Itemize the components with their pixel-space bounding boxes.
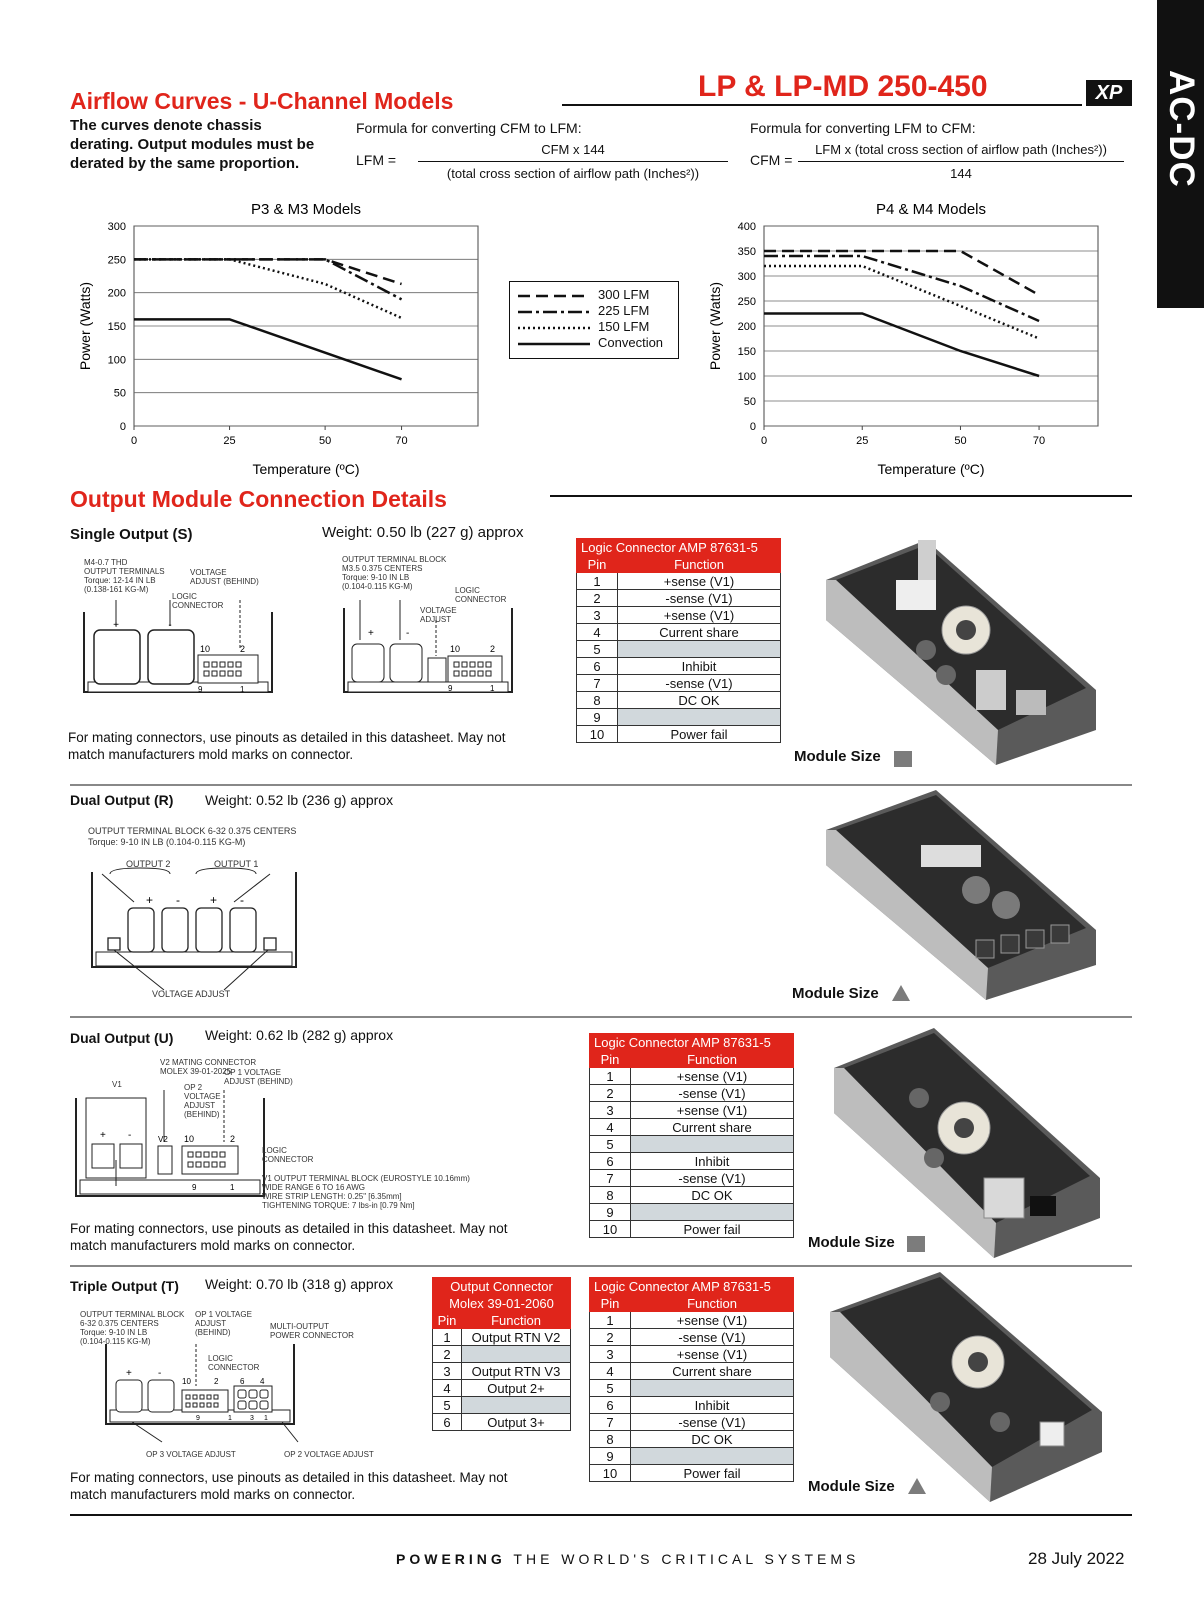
svg-text:10: 10 [200, 644, 211, 654]
dual-r-terminal-label: OUTPUT TERMINAL BLOCK 6-32 0.375 CENTERS Torque: 9-10 IN LB (0.104-0.115 KG-M) [88, 826, 297, 847]
dual-r-voltage-adjust-label: VOLTAGE ADJUST [152, 989, 231, 999]
triple-module-size-label: Module Size [808, 1478, 895, 1495]
dual-u-v2-label: V2 MATING CONNECTOR MOLEX 39-01-2025 [160, 1058, 257, 1076]
single-diagram-1 [80, 600, 280, 716]
x-tick-label: 25 [223, 435, 236, 447]
dual-r-module-size-label: Module Size [792, 985, 879, 1002]
x-tick-label: 0 [760, 435, 768, 447]
svg-text:2: 2 [490, 644, 496, 654]
x-tick-label: 70 [1032, 435, 1046, 447]
dual-u-diagram [72, 1090, 272, 1200]
formula2-lhs: CFM = [750, 152, 793, 168]
side-tab [1157, 0, 1204, 308]
svg-text:+: + [100, 1130, 106, 1141]
dual-u-mating-note: For mating connectors, use pinouts as detailed in this datasheet. May not match manufacturers mold marks on connector. [70, 1221, 508, 1253]
logic-table-header: Function [631, 1051, 794, 1068]
table-row: 6 Inhibit [577, 658, 781, 675]
y-tick-label: 300 [107, 221, 126, 233]
x-axis-label: Temperature (ºC) [877, 461, 985, 477]
table-row: 7 -sense (V1) [590, 1170, 794, 1187]
logic-table-header: Pin [590, 1295, 631, 1312]
y-axis-label: Power (Watts) [77, 281, 93, 371]
footer-date: 28 July 2022 [1028, 1549, 1125, 1568]
table-row: 4 Current share [590, 1119, 794, 1136]
y-axis-label: Power (Watts) [707, 281, 723, 371]
logic-table-caption: Logic Connector AMP 87631-5 [590, 1034, 794, 1051]
single-weight: Weight: 0.50 lb (227 g) approx [322, 524, 524, 541]
svg-text:-: - [128, 1130, 132, 1141]
y-tick-label: 100 [107, 354, 126, 367]
chart-p3-m3 [70, 190, 490, 490]
table-row: 1 +sense (V1) [577, 573, 781, 590]
logic-table-caption: Logic Connector AMP 87631-5 [577, 539, 781, 556]
intro-line: derating. Output modules must be [70, 136, 315, 153]
svg-text:2: 2 [214, 1377, 219, 1386]
airflow-section-title: Airflow Curves - U-Channel Models [70, 88, 454, 114]
dual-r-output1-label: OUTPUT 1 [214, 859, 259, 869]
x-axis-label: Temperature (ºC) [252, 461, 360, 477]
svg-text:1: 1 [490, 684, 495, 693]
y-tick-label: 0 [119, 421, 126, 433]
table-row: 9 [590, 1448, 794, 1465]
x-tick-label: 0 [130, 435, 138, 447]
tagline-rest: THE WORLD'S CRITICAL SYSTEMS [505, 1551, 860, 1567]
legend-item: 225 LFM [598, 303, 650, 318]
svg-text:-: - [240, 893, 244, 907]
square-size-icon [907, 1236, 925, 1252]
header-rule [562, 104, 1082, 106]
logic-table-header: Pin [577, 556, 618, 573]
y-tick-label: 200 [107, 287, 126, 300]
table-row: 8 DC OK [577, 692, 781, 709]
svg-text:V2: V2 [158, 1135, 168, 1144]
svg-text:-: - [158, 1368, 162, 1379]
chart-title: P4 & M4 Models [875, 201, 987, 218]
legend-item: 150 LFM [598, 319, 650, 334]
svg-text:1: 1 [240, 685, 245, 694]
dual-u-logic-label: LOGIC CONNECTOR [262, 1146, 314, 1164]
y-tick-label: 100 [737, 371, 756, 383]
footer-tagline [396, 1551, 859, 1567]
svg-text:6: 6 [240, 1377, 245, 1386]
dual-r-diagram [84, 852, 304, 1002]
svg-text:-: - [406, 628, 410, 639]
table-row: 2 [433, 1346, 571, 1363]
svg-text:2: 2 [230, 1134, 236, 1144]
svg-text:9: 9 [198, 685, 203, 694]
table-row: 7 -sense (V1) [577, 675, 781, 692]
chart-title: P3 & M3 Models [250, 201, 362, 218]
svg-text:3: 3 [250, 1415, 254, 1422]
svg-text:1: 1 [230, 1183, 235, 1192]
svg-text:+: + [368, 628, 374, 639]
table-row: 8 DC OK [590, 1187, 794, 1204]
y-tick-label: 250 [107, 254, 126, 267]
dual-u-title: Dual Output (U) [70, 1030, 174, 1046]
single-mating-note: For mating connectors, use pinouts as detailed in this datasheet. May not match manufacturers mold marks on connector. [68, 730, 506, 762]
table-row: 9 [590, 1204, 794, 1221]
table-row: 6 Inhibit [590, 1397, 794, 1414]
y-tick-label: 150 [107, 321, 126, 333]
table-row: 7 -sense (V1) [590, 1414, 794, 1431]
dual-u-op1-label: OP 1 VOLTAGE ADJUST (BEHIND) [224, 1068, 293, 1086]
svg-text:1: 1 [264, 1415, 268, 1422]
divider [70, 1016, 1132, 1018]
single-diag1-logic-label: LOGIC CONNECTOR [172, 592, 224, 610]
table-row: 4 Current share [577, 624, 781, 641]
logic-table-header: Function [618, 556, 781, 573]
chart-legend [509, 281, 679, 359]
x-tick-label: 50 [318, 435, 332, 447]
triple-mating-note: For mating connectors, use pinouts as detailed in this datasheet. May not match manufacturers mold marks on connector. [70, 1470, 508, 1502]
svg-text:10: 10 [450, 644, 461, 654]
single-title: Single Output (S) [70, 526, 193, 543]
table-row: 6 Inhibit [590, 1153, 794, 1170]
svg-text:+: + [146, 893, 154, 907]
table-row: 3 +sense (V1) [590, 1102, 794, 1119]
svg-text:-: - [168, 620, 172, 631]
table-row: 3 +sense (V1) [577, 607, 781, 624]
intro-line: derated by the same proportion. [70, 155, 300, 172]
table-row: 9 [577, 709, 781, 726]
triple-output-table: Output Connector Molex 39-01-2060 Pin Function 1 Output RTN V2 2 3 Output RTN V3 4 Output 2+ 5 6 Output 3+ [432, 1277, 571, 1431]
table-row: 3 Output RTN V3 [433, 1363, 571, 1380]
table-row: 5 [590, 1380, 794, 1397]
svg-text:2: 2 [240, 644, 246, 654]
svg-text:+: + [210, 893, 218, 907]
dual-u-logic-table [589, 1033, 794, 1238]
table-row: 2 -sense (V1) [577, 590, 781, 607]
svg-text:10: 10 [182, 1377, 191, 1386]
triple-logic-table [589, 1277, 794, 1482]
y-tick-label: 150 [737, 346, 756, 358]
x-tick-label: 25 [856, 435, 869, 447]
side-tab-label: AC-DC [1162, 70, 1201, 188]
triple-op3-label: OP 3 VOLTAGE ADJUST [146, 1450, 236, 1459]
svg-text:4: 4 [260, 1377, 265, 1386]
divider [70, 1265, 1132, 1267]
output-rule [550, 495, 1132, 497]
triple-diagram [102, 1344, 302, 1450]
bottom-rule [70, 1514, 1132, 1516]
table-row: 10 Power fail [590, 1221, 794, 1238]
square-size-icon [894, 751, 912, 767]
x-tick-label: 50 [954, 435, 967, 447]
svg-text:1: 1 [228, 1415, 232, 1422]
legend-item: 300 LFM [598, 287, 650, 302]
table-row: 5 [590, 1136, 794, 1153]
dual-r-output2-label: OUTPUT 2 [126, 859, 171, 869]
tagline-bold: POWERING [396, 1551, 506, 1567]
dual-u-module-photo [834, 1028, 1100, 1258]
y-tick-label: 200 [737, 321, 756, 333]
svg-text:+: + [113, 620, 119, 631]
table-row: 2 -sense (V1) [590, 1085, 794, 1102]
output-section-title: Output Module Connection Details [70, 486, 447, 512]
table-row: 4 Output 2+ [433, 1380, 571, 1397]
formula2-numerator: LFM x (total cross section of airflow path (Inches²)) [815, 142, 1107, 157]
formula1-title: Formula for converting CFM to LFM: [356, 120, 582, 136]
y-tick-label: 400 [737, 221, 756, 233]
y-tick-label: 350 [737, 246, 756, 258]
dual-u-terminal-label: V1 OUTPUT TERMINAL BLOCK (EUROSTYLE 10.16mm) WIDE RANGE 6 TO 16 AWG WIRE STRIP LENGTH: 0.25" [6.35mm] TIGHTENING TORQUE: 7 lbs-in [0.79 Nm] [262, 1174, 470, 1210]
y-tick-label: 50 [743, 396, 756, 408]
formula2-denominator: 144 [950, 166, 972, 181]
y-tick-label: 0 [749, 421, 756, 433]
table-row: 4 Current share [590, 1363, 794, 1380]
triangle-size-icon [891, 984, 911, 1002]
intro-line: The curves denote chassis [70, 117, 262, 134]
svg-text:+: + [126, 1368, 132, 1379]
y-tick-label: 300 [737, 271, 756, 283]
single-module-size-label: Module Size [794, 748, 881, 765]
svg-text:9: 9 [448, 684, 453, 693]
svg-text:9: 9 [196, 1415, 200, 1422]
divider [70, 784, 1132, 786]
dual-u-weight: Weight: 0.62 lb (282 g) approx [205, 1027, 394, 1043]
dual-r-weight: Weight: 0.52 lb (236 g) approx [205, 792, 394, 808]
single-diag2-voltage-label: VOLTAGE ADJUST [420, 606, 457, 624]
table-row: 1 +sense (V1) [590, 1068, 794, 1085]
triple-terminal-label: OUTPUT TERMINAL BLOCK 6-32 0.375 CENTERS Torque: 9-10 IN LB (0.104-0.115 KG-M) [80, 1310, 185, 1346]
table-row: 6 Output 3+ [433, 1414, 571, 1431]
formula1-denominator: (total cross section of airflow path (Inches²)) [446, 166, 700, 181]
svg-text:9: 9 [192, 1183, 197, 1192]
y-tick-label: 250 [737, 296, 756, 308]
table-row: 10 Power fail [577, 726, 781, 743]
table-row: 2 -sense (V1) [590, 1329, 794, 1346]
single-diag2-logic-label: LOGIC CONNECTOR [455, 586, 507, 604]
logic-table-header: Function [631, 1295, 794, 1312]
table-row: 1 +sense (V1) [590, 1312, 794, 1329]
single-diag1-voltage-label: VOLTAGE ADJUST (BEHIND) [190, 568, 259, 586]
logic-table-header: Pin [590, 1051, 631, 1068]
triple-module-photo [830, 1272, 1102, 1502]
dual-r-title: Dual Output (R) [70, 792, 174, 808]
svg-text:10: 10 [184, 1134, 195, 1144]
triple-logic-label: LOGIC CONNECTOR [208, 1354, 260, 1372]
formula2-bar [798, 161, 1124, 162]
triple-op2-label: OP 2 VOLTAGE ADJUST [284, 1450, 374, 1459]
svg-text:-: - [176, 893, 180, 907]
y-tick-label: 50 [113, 387, 126, 400]
triangle-size-icon [907, 1477, 927, 1495]
single-diag1-terminal-label: M4-0.7 THD OUTPUT TERMINALS Torque: 12-14 IN LB (0.138-161 KG-M) [84, 558, 165, 594]
table-row: 1 Output RTN V2 [433, 1329, 571, 1346]
legend-labels [598, 287, 663, 351]
single-diagram-2 [340, 600, 520, 716]
dual-u-op2-label: OP 2 VOLTAGE ADJUST (BEHIND) [184, 1083, 221, 1119]
table-row: 10 Power fail [590, 1465, 794, 1482]
single-module-photo [826, 540, 1096, 765]
xp-logo: XP [1086, 80, 1132, 106]
airflow-intro [70, 116, 314, 173]
table-row: 8 DC OK [590, 1431, 794, 1448]
single-diag2-terminal-label: OUTPUT TERMINAL BLOCK M3.5 0.375 CENTERS Torque: 9-10 IN LB (0.104-0.115 KG-M) [342, 555, 447, 591]
formula1-numerator: CFM x 144 [541, 142, 605, 157]
dual-r-module-photo [826, 790, 1096, 1000]
x-tick-label: 70 [395, 435, 408, 447]
triple-op1-label: OP 1 VOLTAGE ADJUST (BEHIND) [195, 1310, 252, 1337]
legend-item: Convection [598, 335, 664, 350]
triple-weight: Weight: 0.70 lb (318 g) approx [205, 1276, 394, 1292]
triple-multi-label: MULTI-OUTPUT POWER CONNECTOR [270, 1322, 354, 1340]
table-row: 3 +sense (V1) [590, 1346, 794, 1363]
formula2-title: Formula for converting LFM to CFM: [750, 120, 976, 136]
product-title: LP & LP-MD 250-450 [698, 70, 988, 103]
logic-table-caption: Logic Connector AMP 87631-5 [590, 1278, 794, 1295]
table-row: 5 [433, 1397, 571, 1414]
dual-u-v1-label: V1 [112, 1080, 122, 1089]
dual-u-module-size-label: Module Size [808, 1234, 895, 1251]
formula1-bar [418, 161, 728, 162]
single-logic-table [576, 538, 781, 743]
chart-p4-m4 [700, 190, 1110, 490]
triple-title: Triple Output (T) [70, 1278, 179, 1294]
formula1-lhs: LFM = [356, 152, 397, 168]
table-row: 5 [577, 641, 781, 658]
